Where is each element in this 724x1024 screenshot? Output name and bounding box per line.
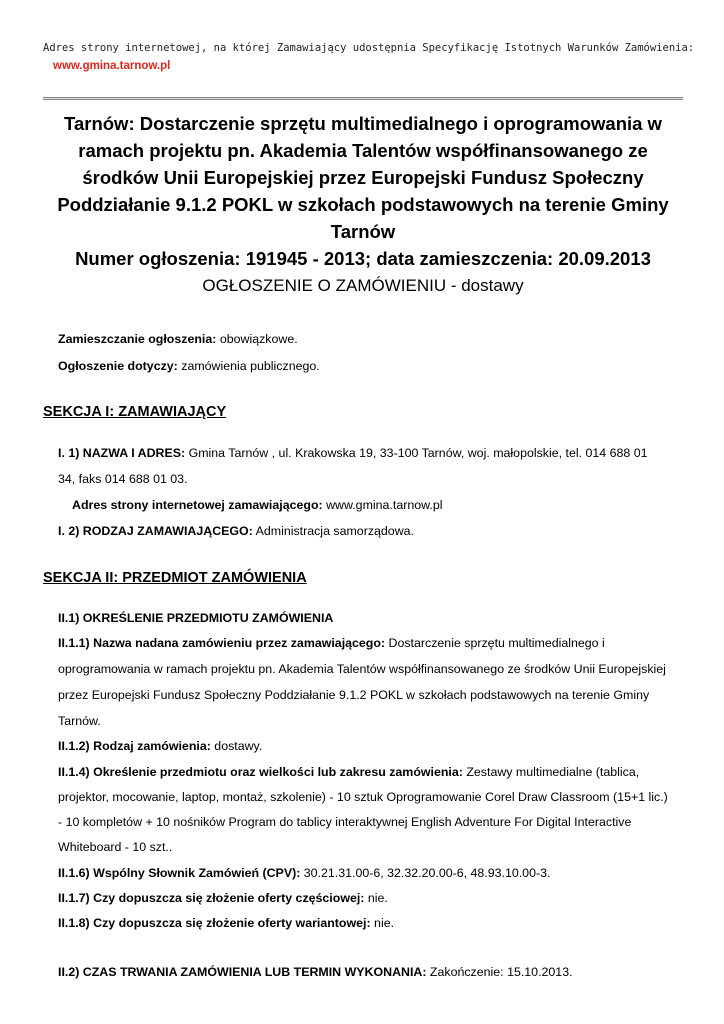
ii14-row-cont: - 10 kompletów + 10 nośników Program do tablicy interaktywnej English Adventure For Digital Interactive [58,815,632,829]
adres-value: www.gmina.tarnow.pl [322,498,443,512]
dotyczy-label: Ogłoszenie dotyczy: [58,359,178,373]
ii16-label: II.1.6) Wspólny Słownik Zamówień (CPV): [58,866,301,880]
adres-row [72,498,442,512]
title-line: Poddziałanie 9.1.2 POKL w szkołach podstawowych na terenie Gminy [57,194,669,215]
ii14-label: II.1.4) Określenie przedmiotu oraz wielkości lub zakresu zamówienia: [58,765,463,779]
section-2-heading: SEKCJA II: PRZEDMIOT ZAMÓWIENIA [43,570,307,586]
ii2-value: Zakończenie: 15.10.2013. [426,965,573,979]
ii18-row [58,916,394,930]
title-line: Tarnów [330,221,396,242]
title-line: środków Unii Europejskiej przez Europejski Fundusz Społeczny [82,167,644,188]
ii12-value: dostawy. [210,739,263,753]
ii18-label: II.1.8) Czy dopuszcza się złożenie oferty wariantowej: [58,916,371,930]
zamieszczanie-row [58,332,298,346]
dotyczy-value: zamówienia publicznego. [177,359,320,373]
ii11-label: II.1.1) Nazwa nadana zamówieniu przez zamawiającego: [58,636,386,650]
header-note: Adres strony internetowej, na której Zamawiający udostępnia Specyfikację Istotnych Warunków Zamówienia: [43,42,695,54]
section-1-heading: SEKCJA I: ZAMAWIAJĄCY [43,404,227,420]
ii14-value: Zestawy multimedialne (tablica, [462,765,640,779]
rodzaj-label: I. 2) RODZAJ ZAMAWIAJĄCEGO: [58,524,253,538]
ii14-row [58,765,639,779]
title-line: ramach projektu pn. Akademia Talentów współfinansowanego ze [78,140,648,161]
ii12-row [58,739,262,753]
ii11-row [58,636,605,650]
header-link[interactable]: www.gmina.tarnow.pl [53,60,171,72]
nazwa-value: Gmina Tarnów , ul. Krakowska 19, 33-100 Tarnów, woj. małopolskie, tel. 014 688 01 [185,446,648,460]
ii17-label: II.1.7) Czy dopuszcza się złożenie oferty częściowej: [58,891,365,905]
nazwa-row-cont: 34, faks 014 688 01 03. [58,472,188,486]
ii11-row-cont: przez Europejski Fundusz Społeczny Poddziałanie 9.1.2 POKL w szkołach podstawowych na terenie Gminy [58,688,650,702]
ii18-value: nie. [370,916,395,930]
nazwa-label: I. 1) NAZWA I ADRES: [58,446,186,460]
title-line: Tarnów: Dostarczenie sprzętu multimedialnego i oprogramowania w [64,113,662,134]
ii2-row [58,965,573,979]
announcement-number: Numer ogłoszenia: 191945 - 2013; data zamieszczenia: 20.09.2013 [75,248,651,269]
ii16-row [58,866,550,880]
divider [43,97,683,100]
dotyczy-row [58,359,320,373]
ii12-label: II.1.2) Rodzaj zamówienia: [58,739,211,753]
zamieszczanie-value: obowiązkowe. [216,332,298,346]
rodzaj-value: Administracja samorządowa. [252,524,414,538]
ii11-row-cont: Tarnów. [58,714,101,728]
nazwa-row [58,446,648,460]
rodzaj-row [58,524,414,538]
ii16-value: 30.21.31.00-6, 32.32.20.00-6, 48.93.10.00-3. [300,866,551,880]
ii17-value: nie. [364,891,388,905]
ii11-value: Dostarczenie sprzętu multimedialnego i [385,636,605,650]
page-subtitle: OGŁOSZENIE O ZAMÓWIENIU - dostawy [202,276,524,295]
ii11-row-cont: oprogramowania w ramach projektu pn. Akademia Talentów współfinansowanego ze środków Unii Europejskiej [58,662,666,676]
ii1-label: II.1) OKREŚLENIE PRZEDMIOTU ZAMÓWIENIA [58,611,334,625]
adres-label: Adres strony internetowej zamawiającego: [72,498,323,512]
ii14-row-cont: projektor, mocowanie, laptop, montaż, szkolenie) - 10 sztuk Oprogramowanie Corel Draw Classroom (15+1 lic.) [58,790,668,804]
zamieszczanie-label: Zamieszczanie ogłoszenia: [58,332,217,346]
page-title [43,110,683,272]
ii1-heading [58,611,333,625]
ii17-row [58,891,388,905]
ii14-row-cont: Whiteboard - 10 szt.. [58,840,173,854]
ii2-label: II.2) CZAS TRWANIA ZAMÓWIENIA LUB TERMIN WYKONANIA: [58,965,427,979]
